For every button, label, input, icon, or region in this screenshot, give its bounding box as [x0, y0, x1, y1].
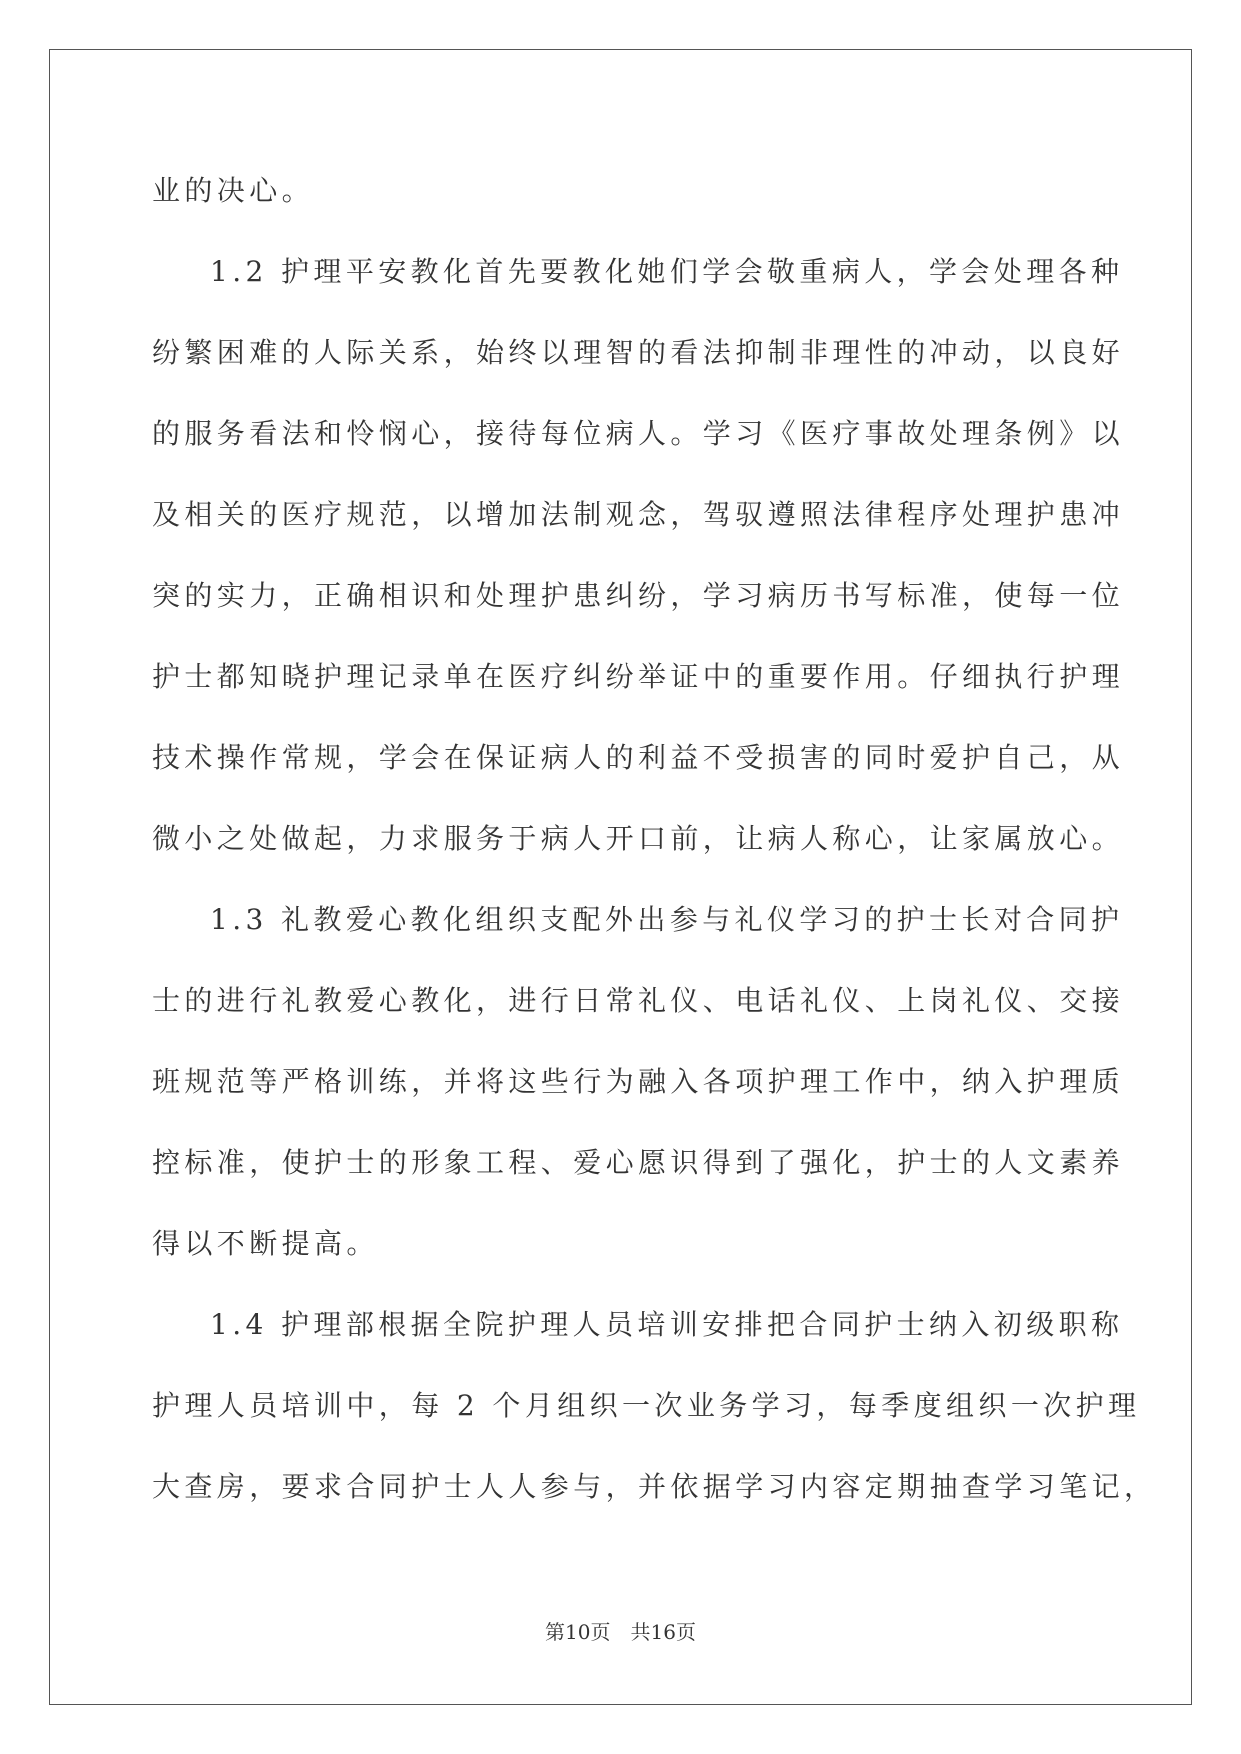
- text-line: 护士都知晓护理记录单在医疗纠纷举证中的重要作用。仔细执行护理: [152, 660, 1125, 693]
- text-line: 微小之处做起，力求服务于病人开口前，让病人称心，让家属放心。: [152, 822, 1125, 855]
- total-pages: 共16页: [630, 1620, 696, 1644]
- text-line: 1.4 护理部根据全院护理人员培训安排把合同护士纳入初级职称: [210, 1308, 1124, 1341]
- text-line: 得以不断提高。: [152, 1227, 379, 1260]
- page-number: 第10页: [545, 1620, 611, 1644]
- text-line: 1.3 礼教爱心教化组织支配外出参与礼仪学习的护士长对合同护: [210, 903, 1124, 936]
- text-line: 班规范等严格训练，并将这些行为融入各项护理工作中，纳入护理质: [152, 1065, 1125, 1098]
- text-line: 控标准，使护士的形象工程、爱心愿识得到了强化，护士的人文素养: [152, 1146, 1125, 1179]
- text-line: 的服务看法和怜悯心，接待每位病人。学习《医疗事故处理条例》以: [152, 417, 1125, 450]
- text-line: 大查房，要求合同护士人人参与，并依据学习内容定期抽查学习笔记，: [152, 1470, 1157, 1503]
- text-line: 1.2 护理平安教化首先要教化她们学会敬重病人，学会处理各种: [210, 255, 1124, 288]
- text-line: 突的实力，正确相识和处理护患纠纷，学习病历书写标准，使每一位: [152, 579, 1125, 612]
- page-footer: [0, 1616, 1241, 1645]
- text-line: 业的决心。: [152, 174, 315, 207]
- text-line: 技术操作常规，学会在保证病人的利益不受损害的同时爱护自己，从: [152, 741, 1125, 774]
- document-body: [152, 150, 1157, 1527]
- text-line: 士的进行礼教爱心教化，进行日常礼仪、电话礼仪、上岗礼仪、交接: [152, 984, 1125, 1017]
- text-line: 纷繁困难的人际关系，始终以理智的看法抑制非理性的冲动，以良好: [152, 336, 1125, 369]
- text-line: 及相关的医疗规范，以增加法制观念，驾驭遵照法律程序处理护患冲: [152, 498, 1125, 531]
- text-line: 护理人员培训中，每 2 个月组织一次业务学习，每季度组织一次护理: [152, 1389, 1141, 1422]
